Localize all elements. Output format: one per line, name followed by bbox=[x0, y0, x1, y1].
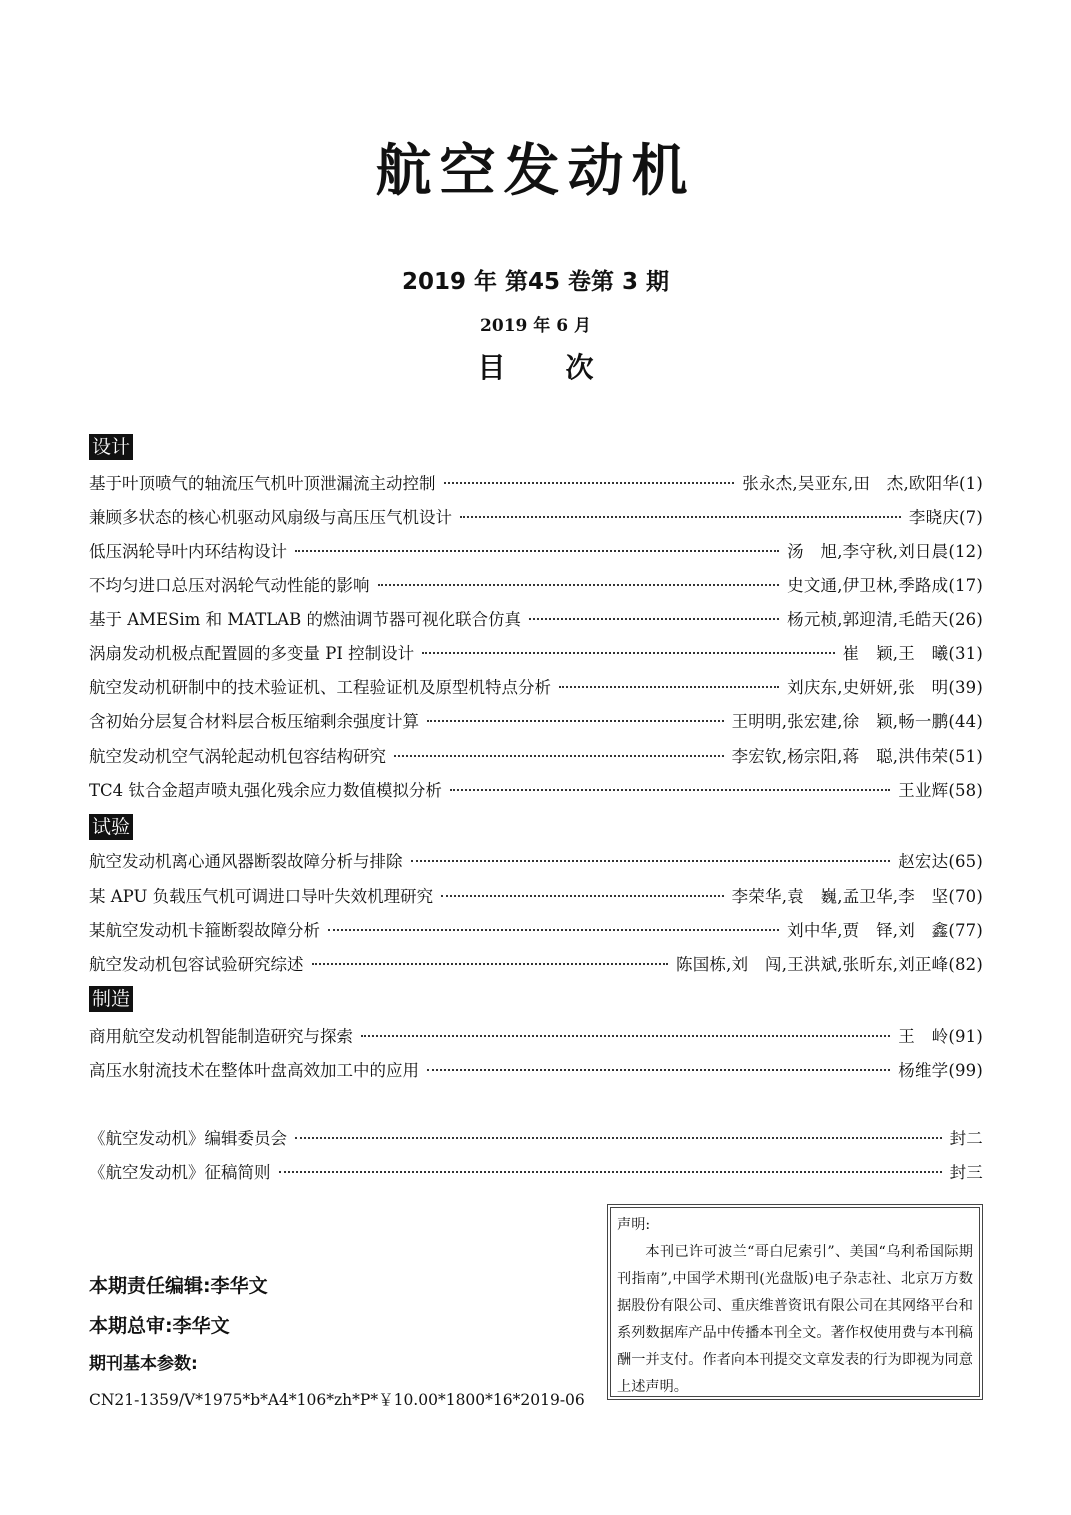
toc-entry[interactable] bbox=[89, 569, 983, 599]
params-label: 期刊基本参数: bbox=[89, 1354, 198, 1374]
entry-title: 基于叶顶喷气的轴流压气机叶顶泄漏流主动控制 bbox=[89, 474, 436, 493]
editor-in-charge: 本期责任编辑:李华文 bbox=[89, 1275, 268, 1297]
entry-authors-page: 崔 颖,王 曦(31) bbox=[842, 644, 983, 663]
section-label: 制造 bbox=[89, 986, 133, 1012]
leader-dots bbox=[441, 895, 723, 897]
entry-title: 航空发动机空气涡轮起动机包容结构研究 bbox=[89, 747, 386, 766]
toc-entry[interactable] bbox=[89, 774, 983, 804]
entry-title: 航空发动机离心通风器断裂故障分析与排除 bbox=[89, 852, 403, 871]
entry-authors-page: 李晓庆(7) bbox=[908, 508, 983, 527]
journal-title: 航空发动机 bbox=[375, 139, 696, 204]
leader-dots bbox=[361, 1035, 890, 1037]
entry-authors-page: 汤 旭,李守秋,刘日晨(12) bbox=[787, 542, 983, 561]
entry-title: 某航空发动机卡箍断裂故障分析 bbox=[89, 921, 320, 940]
toc-entry[interactable] bbox=[89, 637, 983, 667]
entry-title: 兼顾多状态的核心机驱动风扇级与高压压气机设计 bbox=[89, 508, 452, 527]
entry-authors-page: 张永杰,吴亚东,田 杰,欧阳华(1) bbox=[742, 474, 983, 493]
section-label: 设计 bbox=[89, 434, 133, 460]
entry-page: 封三 bbox=[949, 1163, 983, 1182]
entry-authors-page: 赵宏达(65) bbox=[898, 852, 983, 871]
toc-entry[interactable] bbox=[89, 535, 983, 565]
entry-page: 封二 bbox=[949, 1129, 983, 1148]
toc-entry[interactable] bbox=[89, 1020, 983, 1050]
leader-dots bbox=[295, 550, 779, 552]
entry-authors-page: 史文通,伊卫林,季路成(17) bbox=[787, 576, 983, 595]
section-design-header bbox=[89, 434, 133, 460]
entry-authors-page: 王业辉(58) bbox=[898, 781, 983, 800]
entry-authors-page: 刘中华,贾 铎,刘 鑫(77) bbox=[787, 921, 983, 940]
leader-dots bbox=[378, 584, 780, 586]
leader-dots bbox=[422, 652, 835, 654]
leader-dots bbox=[312, 963, 669, 965]
toc-entry[interactable] bbox=[89, 1054, 983, 1084]
entry-authors-page: 李荣华,袁 巍,孟卫华,李 坚(70) bbox=[731, 887, 983, 906]
entry-title: 涡扇发动机极点配置圆的多变量 PI 控制设计 bbox=[89, 644, 415, 663]
entry-authors-page: 杨维学(99) bbox=[898, 1061, 983, 1080]
toc-entry[interactable] bbox=[89, 671, 983, 701]
toc-entry[interactable] bbox=[89, 880, 983, 910]
toc-entry-extra[interactable] bbox=[89, 1122, 983, 1152]
leader-dots bbox=[427, 720, 724, 722]
entry-title: 高压水射流技术在整体叶盘高效加工中的应用 bbox=[89, 1061, 419, 1080]
entry-authors-page: 刘庆东,史妍妍,张 明(39) bbox=[787, 678, 983, 697]
entry-title: 航空发动机研制中的技术验证机、工程验证机及原型机特点分析 bbox=[89, 678, 551, 697]
leader-dots bbox=[411, 860, 891, 862]
leader-dots bbox=[529, 618, 779, 620]
leader-dots bbox=[295, 1137, 942, 1139]
entry-title: 不均匀进口总压对涡轮气动性能的影响 bbox=[89, 576, 370, 595]
chief-reviewer: 本期总审:李华文 bbox=[89, 1315, 230, 1337]
toc-entry[interactable] bbox=[89, 740, 983, 770]
toc-heading: 目次 bbox=[477, 351, 654, 384]
leader-dots bbox=[279, 1171, 942, 1173]
toc-entry[interactable] bbox=[89, 603, 983, 633]
entry-authors-page: 杨元桢,郭迎清,毛皓天(26) bbox=[787, 610, 983, 629]
notice-body: 本刊已许可波兰“哥白尼索引”、美国“乌利希国际期刊指南”,中国学术期刊(光盘版)电子杂志社、北京万方数据股份有限公司、重庆维普资讯有限公司在其网络平台和系列数据库产品中传播本刊全文。著作权使用费与本刊稿酬一并支付。作者向本刊提交文章发表的行为即视为同意上述声明。 bbox=[617, 1244, 973, 1395]
entry-title: TC4 钛合金超声喷丸强化残余应力数值模拟分析 bbox=[89, 781, 442, 800]
toc-entry[interactable] bbox=[89, 914, 983, 944]
leader-dots bbox=[559, 686, 779, 688]
params-code: CN21-1359/V*1975*b*A4*106*zh*P*￥10.00*1800*16*2019-06 bbox=[89, 1391, 585, 1409]
toc-entry[interactable] bbox=[89, 948, 983, 978]
section-manufacture-header bbox=[89, 986, 133, 1012]
entry-authors-page: 陈国栋,刘 闯,王洪斌,张昕东,刘正峰(82) bbox=[676, 955, 983, 974]
toc-entry-extra[interactable] bbox=[89, 1156, 983, 1186]
entry-title: 航空发动机包容试验研究综述 bbox=[89, 955, 304, 974]
entry-authors-page: 王明明,张宏建,徐 颖,畅一鹏(44) bbox=[731, 712, 983, 731]
toc-entry[interactable] bbox=[89, 845, 983, 875]
entry-title: 基于 AMESim 和 MATLAB 的燃油调节器可视化联合仿真 bbox=[89, 610, 521, 629]
entry-title: 某 APU 负载压气机可调进口导叶失效机理研究 bbox=[89, 887, 434, 906]
toc-entry[interactable] bbox=[89, 705, 983, 735]
copyright-notice bbox=[607, 1204, 983, 1400]
section-test-header bbox=[89, 814, 133, 840]
leader-dots bbox=[450, 789, 890, 791]
notice-heading: 声明: bbox=[617, 1217, 651, 1233]
entry-title: 《航空发动机》编辑委员会 bbox=[89, 1129, 287, 1148]
leader-dots bbox=[328, 929, 779, 931]
date-line: 2019 年 6 月 bbox=[480, 316, 591, 336]
entry-authors-page: 李宏钦,杨宗阳,蒋 聪,洪伟荣(51) bbox=[731, 747, 983, 766]
entry-authors-page: 王 岭(91) bbox=[898, 1027, 983, 1046]
section-label: 试验 bbox=[89, 814, 133, 840]
entry-title: 商用航空发动机智能制造研究与探索 bbox=[89, 1027, 353, 1046]
entry-title: 含初始分层复合材料层合板压缩剩余强度计算 bbox=[89, 712, 419, 731]
issue-line: 2019 年 第45 卷第 3 期 bbox=[401, 269, 670, 295]
toc-entry[interactable] bbox=[89, 501, 983, 531]
entry-title: 低压涡轮导叶内环结构设计 bbox=[89, 542, 287, 561]
leader-dots bbox=[444, 482, 735, 484]
leader-dots bbox=[460, 516, 901, 518]
leader-dots bbox=[394, 755, 724, 757]
entry-title: 《航空发动机》征稿简则 bbox=[89, 1163, 271, 1182]
toc-entry[interactable] bbox=[89, 467, 983, 497]
leader-dots bbox=[427, 1069, 890, 1071]
